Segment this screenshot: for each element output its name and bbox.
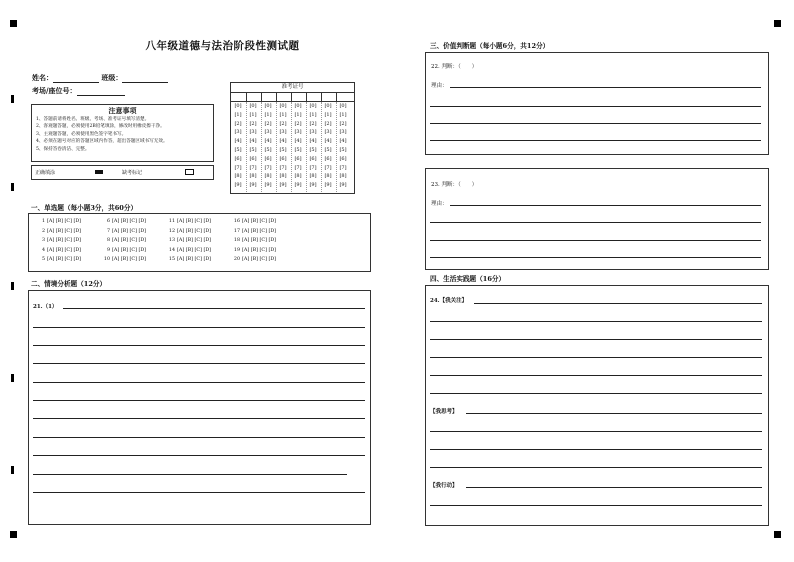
exam-id-bubble[interactable]: [8] [234, 173, 242, 180]
exam-id-bubble[interactable]: [0] [249, 103, 257, 109]
question-number: 9 [106, 247, 110, 253]
exam-id-bubble[interactable]: [5] [339, 147, 347, 153]
mc-question-15[interactable] [167, 257, 211, 262]
exam-id-bubble[interactable]: [0] [234, 103, 242, 109]
exam-id-bubble[interactable]: [3] [279, 129, 287, 136]
exam-id-bubble[interactable]: [9] [309, 182, 317, 189]
q24-answer-box [425, 285, 769, 526]
exam-id-bubble[interactable]: [0] [264, 103, 272, 109]
exam-id-bubble[interactable]: [4] [339, 138, 347, 145]
exam-id-bubble[interactable]: [1] [279, 111, 287, 118]
q22-reason-label: 理由： [431, 83, 448, 89]
writing-line[interactable] [466, 413, 762, 414]
answer-choices[interactable]: [A] [B] [C] [D] [177, 228, 212, 234]
mc-question-7[interactable] [102, 229, 146, 234]
mc-question-17[interactable] [232, 229, 276, 234]
writing-line[interactable] [430, 123, 761, 124]
writing-line[interactable] [33, 474, 347, 475]
exam-id-bubble[interactable]: [7] [294, 164, 302, 171]
writing-line[interactable] [466, 487, 762, 488]
writing-line[interactable] [33, 327, 365, 328]
mc-question-4[interactable] [37, 248, 81, 253]
exam-id-bubble[interactable]: [3] [339, 129, 347, 136]
exam-id-bubble[interactable]: [1] [324, 111, 332, 118]
exam-id-write-row[interactable] [231, 93, 354, 102]
answer-choices[interactable]: [A] [B] [C] [D] [112, 238, 147, 243]
writing-line[interactable] [430, 357, 762, 358]
answer-choices[interactable]: [A] [B] [C] [D] [242, 257, 277, 262]
exam-id-bubble[interactable]: [2] [294, 120, 302, 127]
notice-title: 注意事项 [108, 106, 137, 115]
exam-id-bubble[interactable]: [5] [309, 147, 317, 153]
exam-id-bubble[interactable]: [7] [339, 164, 347, 171]
exam-id-bubble[interactable]: [3] [249, 129, 257, 136]
room-label: 考场/座位号： [32, 86, 77, 95]
act-label: 【我行动】 [430, 483, 458, 489]
writing-line[interactable] [33, 382, 365, 383]
name-field[interactable] [53, 74, 99, 83]
writing-line[interactable] [474, 303, 762, 304]
section1-title: 一、单选题（每小题3分，共60分） [31, 204, 138, 212]
question-number: 17 [233, 228, 240, 234]
exam-id-bubble[interactable]: [3] [309, 129, 317, 136]
writing-line[interactable] [430, 257, 761, 258]
exam-id-bubble[interactable]: [9] [339, 182, 347, 189]
exam-id-bubble[interactable]: [8] [264, 173, 272, 180]
missing-label: 缺考标记 [122, 170, 143, 176]
exam-id-bubble[interactable]: [8] [324, 173, 332, 180]
correct-fill-label: 正确填涂 [35, 170, 56, 176]
answer-choices[interactable]: [A] [B] [C] [D] [177, 238, 212, 243]
exam-id-bubble[interactable]: [0] [279, 103, 287, 109]
think-label: 【我思考】 [430, 409, 458, 415]
question-number: 18 [233, 238, 240, 243]
exam-id-bubble[interactable]: [4] [234, 138, 242, 145]
timing-mark [11, 466, 14, 474]
notice-box [31, 104, 214, 162]
writing-line[interactable] [430, 106, 761, 107]
exam-id-bubble[interactable]: [4] [309, 138, 317, 145]
exam-id-bubble[interactable]: [5] [264, 147, 272, 153]
writing-line[interactable] [33, 363, 365, 364]
room-field[interactable] [77, 87, 125, 96]
exam-id-bubble[interactable]: [7] [309, 164, 317, 171]
answer-choices[interactable]: [A] [B] [C] [D] [47, 247, 82, 253]
q23-answer-box [425, 168, 769, 270]
missing-checkbox[interactable] [185, 169, 194, 175]
writing-line[interactable] [430, 505, 762, 506]
q21-label: 21.（1） [33, 304, 58, 310]
class-label: 班级： [101, 73, 123, 82]
exam-id-bubble-grid [231, 102, 354, 192]
exam-id-bubble[interactable]: [8] [309, 173, 317, 180]
section1-box [28, 213, 371, 272]
question-number: 16 [233, 219, 240, 224]
exam-id-bubble[interactable]: [0] [324, 103, 332, 109]
exam-id-bubble[interactable]: [9] [294, 182, 302, 189]
exam-id-bubble[interactable]: [5] [279, 147, 287, 153]
exam-id-bubble[interactable]: [1] [294, 111, 302, 118]
exam-id-bubble[interactable]: [6] [264, 155, 272, 162]
timing-mark [11, 95, 14, 103]
question-number: 8 [106, 238, 110, 243]
writing-line[interactable] [430, 321, 762, 322]
exam-id-bubble[interactable]: [6] [234, 155, 242, 162]
exam-id-bubble[interactable]: [4] [249, 138, 257, 145]
writing-line[interactable] [33, 400, 365, 401]
section4-title: 四、生活实践题（16分） [430, 275, 506, 283]
q24-label: 24.【我关注】 [430, 298, 468, 304]
q23-reason-label: 理由： [431, 201, 448, 207]
exam-id-bubble[interactable]: [2] [264, 120, 272, 127]
exam-id-bubble[interactable]: [4] [264, 138, 272, 145]
answer-choices[interactable]: [A] [B] [C] [D] [112, 219, 147, 224]
question-number: 3 [41, 238, 45, 243]
mc-question-18[interactable] [232, 238, 276, 243]
exam-id-bubble[interactable]: [2] [339, 120, 347, 127]
question-number: 5 [41, 257, 45, 262]
question-number: 11 [168, 219, 175, 224]
exam-id-bubble[interactable]: [1] [249, 111, 257, 118]
question-number: 20 [233, 257, 240, 262]
writing-line[interactable] [33, 418, 365, 419]
exam-id-bubble[interactable]: [6] [339, 155, 347, 162]
mc-question-13[interactable] [167, 238, 211, 243]
mc-question-3[interactable] [37, 238, 81, 243]
answer-choices[interactable]: [A] [B] [C] [D] [242, 228, 277, 234]
exam-id-bubble[interactable]: [9] [324, 182, 332, 189]
writing-line[interactable] [63, 308, 365, 309]
answer-choices[interactable]: [A] [B] [C] [D] [47, 228, 82, 234]
exam-id-bubble[interactable]: [7] [324, 164, 332, 171]
writing-line[interactable] [430, 375, 762, 376]
exam-id-bubble[interactable]: [5] [294, 147, 302, 153]
mc-question-16[interactable] [232, 219, 276, 224]
exam-id-bubble[interactable]: [6] [309, 155, 317, 162]
question-number: 10 [103, 257, 110, 262]
question-number: 2 [41, 228, 45, 234]
exam-id-bubble[interactable]: [9] [249, 182, 257, 189]
question-number: 19 [233, 247, 240, 253]
exam-id-bubble[interactable]: [3] [264, 129, 272, 136]
section2-answer-box [28, 290, 371, 525]
exam-id-bubble[interactable]: [8] [249, 173, 257, 180]
section2-title: 二、情境分析题（12分） [31, 280, 107, 288]
writing-line[interactable] [430, 240, 761, 241]
mc-question-5[interactable] [37, 257, 81, 262]
name-row [32, 73, 168, 83]
exam-id-bubble[interactable]: [3] [324, 129, 332, 136]
exam-id-bubble[interactable]: [5] [324, 147, 332, 153]
question-number: 13 [168, 238, 175, 243]
answer-choices[interactable]: [A] [B] [C] [D] [242, 247, 277, 253]
exam-id-bubble[interactable]: [2] [249, 120, 257, 127]
exam-id-bubble[interactable]: [6] [249, 155, 257, 162]
registration-mark-bottom-right [774, 531, 781, 538]
exam-id-bubble[interactable]: [1] [339, 111, 347, 118]
writing-line[interactable] [430, 339, 762, 340]
room-row [32, 86, 125, 96]
question-number: 4 [41, 247, 45, 253]
exam-id-header: 准考证号 [231, 83, 354, 93]
answer-choices[interactable]: [A] [B] [C] [D] [112, 247, 147, 253]
exam-id-bubble[interactable]: [4] [324, 138, 332, 145]
answer-choices[interactable]: [A] [B] [C] [D] [112, 228, 147, 234]
section3-title: 三、价值判断题（每小题6分，共12分） [430, 42, 550, 50]
notice-item: 1、答题前请将姓名、班级、考场、准考证号填写清楚。 [36, 117, 150, 122]
writing-line[interactable] [430, 140, 761, 141]
mc-question-10[interactable] [102, 257, 146, 262]
exam-id-bubble[interactable]: [7] [279, 164, 287, 171]
exam-id-bubble[interactable]: [0] [339, 103, 347, 109]
mc-question-20[interactable] [232, 257, 276, 262]
q23-label: 23. 判断：（ ） [431, 182, 478, 188]
mc-question-9[interactable] [102, 248, 146, 253]
registration-mark-top-left [10, 20, 17, 27]
writing-line[interactable] [430, 222, 761, 223]
question-number: 7 [106, 228, 110, 234]
exam-id-bubble[interactable]: [3] [234, 129, 242, 136]
registration-mark-top-right [774, 20, 781, 27]
exam-id-bubble[interactable]: [1] [309, 111, 317, 118]
answer-choices[interactable]: [A] [B] [C] [D] [177, 247, 212, 253]
exam-id-bubble[interactable]: [8] [294, 173, 302, 180]
notice-item: 3、主观题答题，必须使用黑色签字笔书写。 [36, 131, 127, 137]
exam-id-bubble[interactable]: [1] [264, 111, 272, 118]
exam-id-bubble[interactable]: [6] [294, 155, 302, 162]
q22-label: 22. 判断：（ ） [431, 64, 478, 70]
exam-id-bubble[interactable]: [2] [279, 120, 287, 127]
exam-id-bubble[interactable]: [2] [234, 120, 242, 127]
registration-mark-bottom-left [10, 531, 17, 538]
writing-line[interactable] [33, 345, 365, 346]
mc-question-8[interactable] [102, 238, 146, 243]
question-number: 6 [106, 219, 110, 224]
mc-question-6[interactable] [102, 219, 146, 224]
exam-id-box [230, 82, 355, 194]
exam-id-bubble[interactable]: [8] [279, 173, 287, 180]
correct-fill-sample [95, 170, 103, 174]
exam-id-bubble[interactable]: [2] [324, 120, 332, 127]
answer-choices[interactable]: [A] [B] [C] [D] [112, 257, 147, 262]
exam-id-bubble[interactable]: [2] [309, 120, 317, 127]
fill-legend [31, 165, 214, 180]
exam-id-bubble[interactable]: [6] [279, 155, 287, 162]
writing-line[interactable] [430, 431, 762, 432]
answer-choices[interactable]: [A] [B] [C] [D] [242, 238, 277, 243]
exam-title: 八年级道德与法治阶段性测试题 [145, 40, 300, 52]
exam-id-bubble[interactable]: [9] [234, 182, 242, 189]
notice-item: 5、保持答卷清洁、完整。 [36, 146, 90, 152]
writing-line[interactable] [450, 205, 761, 206]
exam-id-bubble[interactable]: [7] [249, 164, 257, 171]
writing-line[interactable] [33, 492, 365, 493]
exam-id-bubble[interactable]: [9] [264, 182, 272, 189]
exam-id-bubble[interactable]: [4] [294, 138, 302, 145]
mc-question-1[interactable] [37, 219, 81, 224]
mc-question-19[interactable] [232, 248, 276, 253]
writing-line[interactable] [430, 393, 762, 394]
exam-id-bubble[interactable]: [1] [234, 111, 242, 118]
answer-choices[interactable]: [A] [B] [C] [D] [47, 219, 82, 224]
exam-id-bubble[interactable]: [7] [234, 164, 242, 171]
writing-line[interactable] [450, 87, 761, 88]
exam-id-bubble[interactable]: [5] [249, 147, 257, 153]
mc-question-11[interactable] [167, 219, 211, 224]
mc-question-12[interactable] [167, 229, 211, 234]
q22-answer-box [425, 52, 769, 155]
exam-id-bubble[interactable]: [0] [294, 103, 302, 109]
notice-item: 2、客观题答题，必须使用2B铅笔填涂，修改时用橡皮擦干净。 [36, 124, 165, 130]
exam-id-bubble[interactable]: [8] [339, 173, 347, 180]
answer-choices[interactable]: [A] [B] [C] [D] [242, 219, 277, 224]
exam-id-bubble[interactable]: [9] [279, 182, 287, 189]
writing-line[interactable] [33, 455, 365, 456]
exam-id-bubble[interactable]: [7] [264, 164, 272, 171]
timing-mark [11, 183, 14, 191]
question-number: 15 [168, 257, 175, 262]
question-number: 12 [168, 228, 175, 234]
question-number: 1 [41, 219, 45, 224]
name-label: 姓名： [32, 73, 53, 82]
answer-choices[interactable]: [A] [B] [C] [D] [47, 257, 82, 262]
exam-id-bubble[interactable]: [0] [309, 103, 317, 109]
mc-question-2[interactable] [37, 229, 81, 234]
question-number: 14 [168, 247, 175, 253]
exam-id-bubble[interactable]: [3] [294, 129, 302, 136]
exam-id-bubble[interactable]: [5] [234, 147, 242, 153]
timing-mark [11, 374, 14, 382]
timing-mark [11, 282, 14, 290]
answer-choices[interactable]: [A] [B] [C] [D] [47, 238, 82, 243]
exam-id-bubble[interactable]: [4] [279, 138, 287, 145]
writing-line[interactable] [430, 467, 762, 468]
exam-id-bubble[interactable]: [6] [324, 155, 332, 162]
answer-choices[interactable]: [A] [B] [C] [D] [177, 257, 212, 262]
answer-choices[interactable]: [A] [B] [C] [D] [177, 219, 212, 224]
writing-line[interactable] [33, 437, 365, 438]
writing-line[interactable] [430, 449, 762, 450]
notice-item: 4、必须在题号对应的答题区域内作答，超出答题区域书写无效。 [36, 139, 168, 145]
class-field[interactable] [122, 74, 168, 83]
mc-question-14[interactable] [167, 248, 211, 253]
